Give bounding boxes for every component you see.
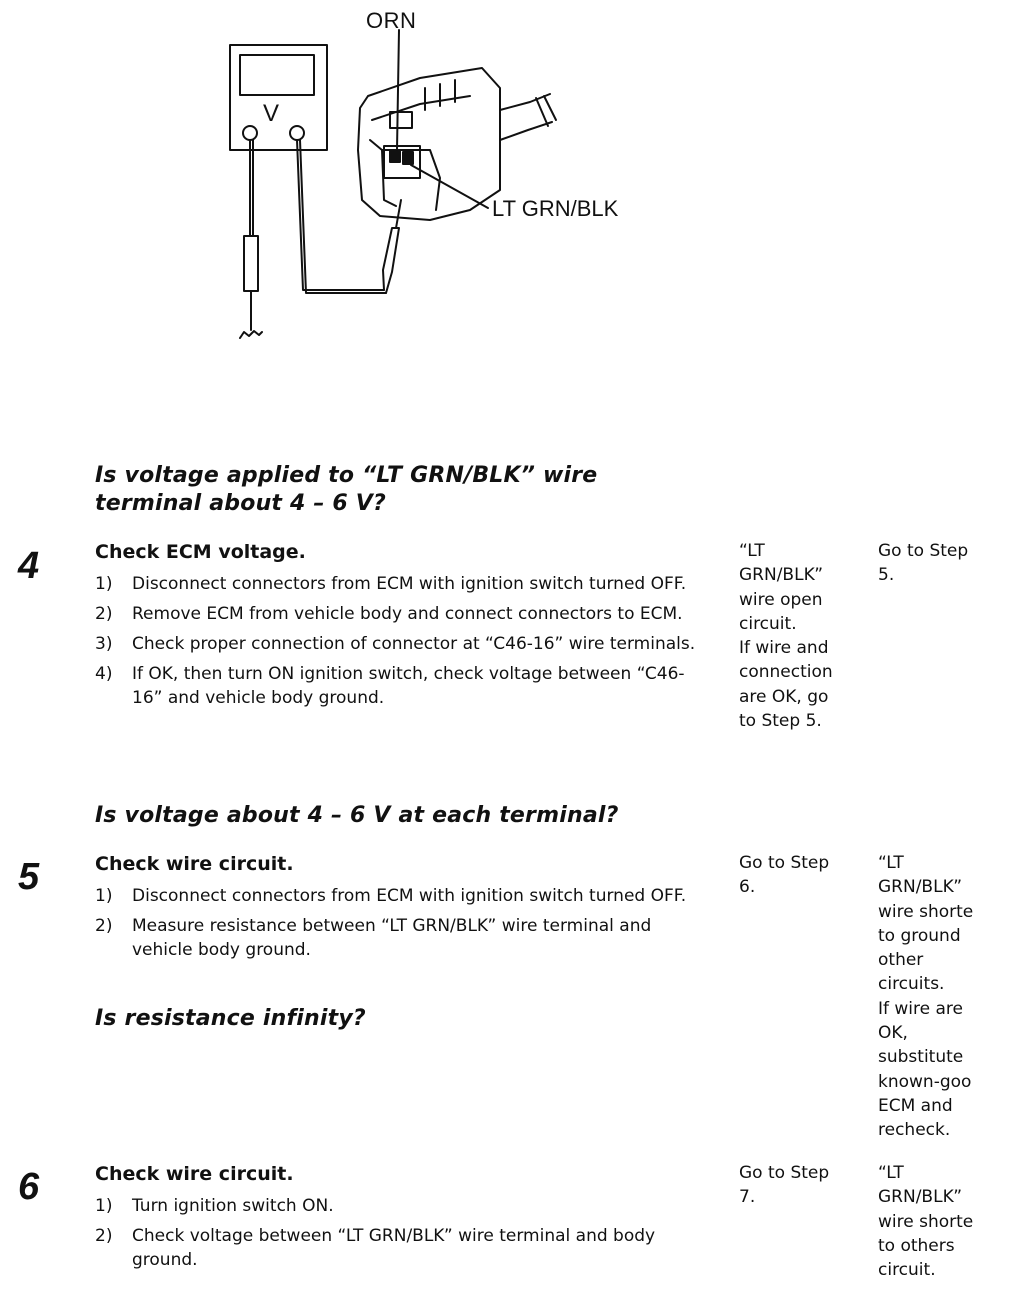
- item-text: Measure resistance between “LT GRN/BLK” wire terminal and vehicle body ground.: [132, 916, 652, 960]
- instruction-item: [95, 632, 710, 656]
- step-instructions: [95, 1194, 710, 1278]
- step-title: Check ECM voltage.: [95, 541, 306, 563]
- step-number: 6: [18, 1166, 40, 1208]
- voltmeter-display: [240, 55, 314, 95]
- item-text: Disconnect connectors from ECM with ignition switch turned OFF.: [132, 574, 687, 594]
- step-instructions: [95, 884, 710, 968]
- instruction-item: [95, 572, 710, 596]
- item-text: Check proper connection of connector at “C46-16” wire terminals.: [132, 634, 696, 654]
- step6-yes-result: Go to Step 7.: [739, 1163, 830, 1208]
- probe-minus-icon: [242, 122, 255, 140]
- step5-yes-result: Go to Step 6.: [739, 853, 830, 898]
- item-number: 1): [95, 574, 113, 594]
- item-number: 1): [95, 1196, 113, 1216]
- item-number: 2): [95, 916, 113, 936]
- instruction-item: [95, 1194, 710, 1218]
- step5-question: Is resistance infinity?: [95, 1006, 366, 1031]
- item-text: Remove ECM from vehicle body and connect connectors to ECM.: [132, 604, 683, 624]
- instruction-item: [95, 602, 710, 626]
- instruction-item: [95, 662, 710, 710]
- item-text: Disconnect connectors from ECM with ignition switch turned OFF.: [132, 886, 687, 906]
- orn-wire-label: ORN: [366, 8, 417, 33]
- step4-yes-result: “LT GRN/BLK” wire open circuit. If wire and connection are OK, go to Step 5.: [739, 541, 833, 732]
- voltmeter-label: V: [263, 100, 280, 127]
- step-title: Check wire circuit.: [95, 1163, 294, 1185]
- instruction-item: [95, 1224, 710, 1272]
- step4-question: Is voltage about 4 – 6 V at each terminal?: [95, 803, 619, 828]
- item-number: 2): [95, 604, 113, 624]
- step3-question: Is voltage applied to “LT GRN/BLK” wire terminal about 4 – 6 V?: [95, 463, 598, 516]
- step4-no-result: Go to Step 5.: [878, 541, 969, 586]
- step-number: 5: [18, 856, 40, 898]
- voltmeter-connector-diagram: [0, 0, 1024, 440]
- step-instructions: [95, 572, 710, 716]
- probe-plus-icon: [289, 122, 302, 140]
- item-text: Turn ignition switch ON.: [132, 1196, 334, 1216]
- step-title: Check wire circuit.: [95, 853, 294, 875]
- item-number: 1): [95, 886, 113, 906]
- instruction-item: [95, 884, 710, 908]
- item-text: Check voltage between “LT GRN/BLK” wire terminal and body ground.: [132, 1226, 656, 1270]
- item-number: 4): [95, 664, 113, 684]
- item-number: 3): [95, 634, 113, 654]
- instruction-item: [95, 914, 710, 962]
- step6-no-result: “LT GRN/BLK” wire shorte to others circuit.: [878, 1163, 974, 1281]
- item-number: 2): [95, 1226, 113, 1246]
- step-number: 4: [18, 545, 40, 587]
- step5-no-result: “LT GRN/BLK” wire shorte to ground other circuits. If wire are OK, substitute known-goo ECM and recheck.: [878, 853, 974, 1141]
- lt-grn-blk-wire-label: LT GRN/BLK: [492, 196, 619, 221]
- item-text: If OK, then turn ON ignition switch, check voltage between “C46-16” and vehicle body ground.: [132, 664, 685, 708]
